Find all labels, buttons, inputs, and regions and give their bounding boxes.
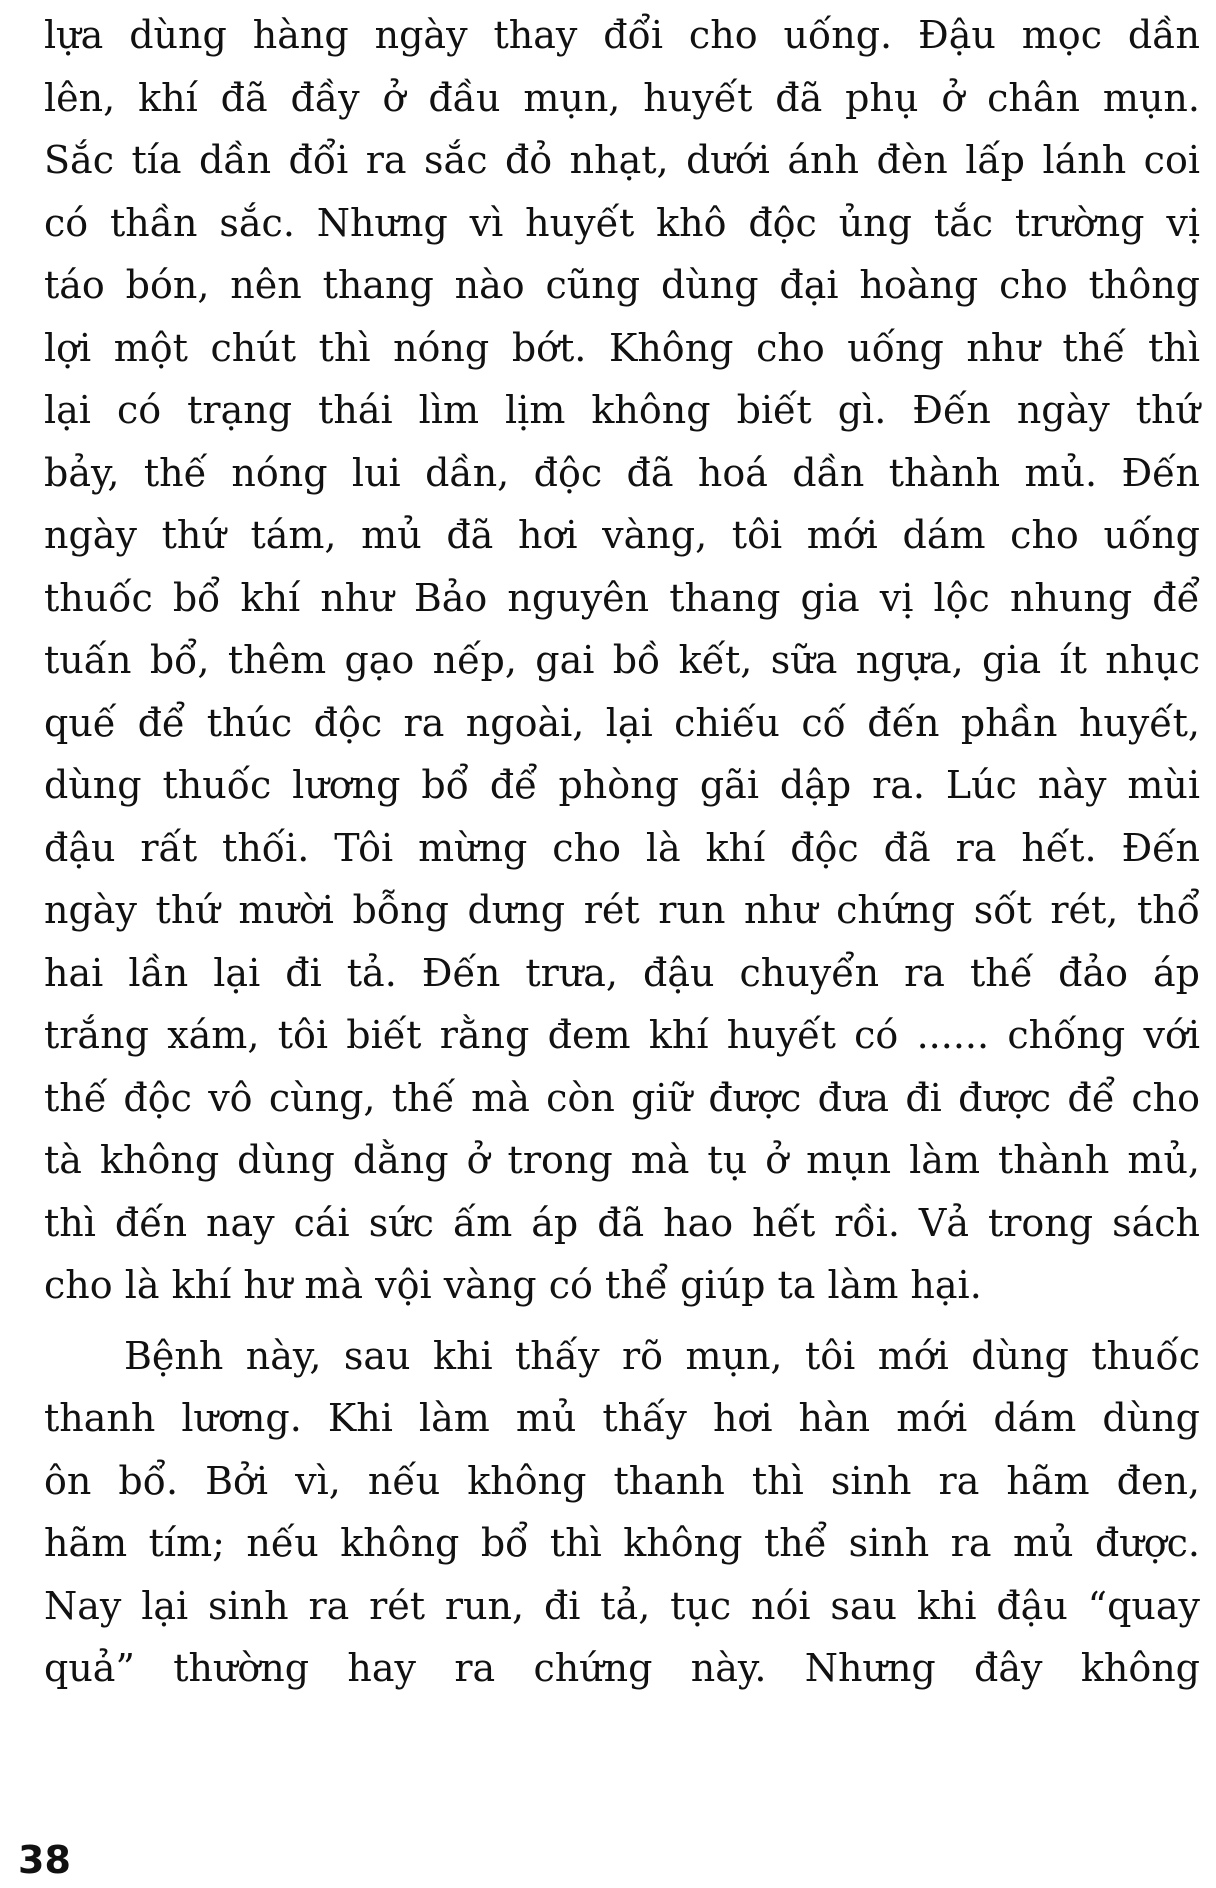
text-line: ngày thứ tám, mủ đã hơi vàng, tôi mới dám cho uống: [44, 513, 1200, 557]
text-line: quả” thường hay ra chứng này. Nhưng đây không: [44, 1646, 1200, 1690]
paragraph-gap: [44, 1317, 1200, 1325]
text-line: thì đến nay cái sức ấm áp đã hao hết rồi. Vả trong sách: [44, 1200, 1200, 1245]
text-line: táo bón, nên thang nào cũng dùng đại hoàng cho thông: [44, 263, 1200, 307]
text-line: có thần sắc. Nhưng vì huyết khô độc ủng tắc trường vị: [44, 200, 1200, 245]
text-line: ôn bổ. Bởi vì, nếu không thanh thì sinh ra hãm đen,: [44, 1458, 1200, 1503]
text-line: hai lần lại đi tả. Đến trưa, đậu chuyển ra thế đảo áp: [44, 950, 1200, 995]
text-line: Sắc tía dần đổi ra sắc đỏ nhạt, dưới ánh đèn lấp lánh coi: [44, 138, 1200, 182]
text-line: bảy, thế nóng lui dần, độc đã hoá dần thành mủ. Đến: [44, 450, 1200, 495]
text-line: trắng xám, tôi biết rằng đem khí huyết có ...... chống với: [44, 1013, 1200, 1057]
text-line: tuấn bổ, thêm gạo nếp, gai bồ kết, sữa ngựa, gia ít nhục: [44, 638, 1200, 682]
text-line: thế độc vô cùng, thế mà còn giữ được đưa đi được để cho: [44, 1075, 1200, 1120]
text-line: cho là khí hư mà vội vàng có thể giúp ta làm hại.: [44, 1263, 982, 1307]
text-line: lên, khí đã đầy ở đầu mụn, huyết đã phụ ở chân mụn.: [44, 75, 1200, 120]
text-line: lựa dùng hàng ngày thay đổi cho uống. Đậu mọc dần: [44, 13, 1200, 57]
text-line: Bệnh này, sau khi thấy rõ mụn, tôi mới dùng thuốc: [124, 1333, 1200, 1378]
text-line: hãm tím; nếu không bổ thì không thể sinh ra mủ được.: [44, 1521, 1200, 1565]
text-line: lợi một chút thì nóng bớt. Không cho uống như thế thì: [44, 325, 1200, 370]
body-text: [44, 4, 1200, 1700]
text-line: lại có trạng thái lìm lịm không biết gì. Đến ngày thứ: [44, 388, 1200, 432]
text-line: đậu rất thối. Tôi mừng cho là khí độc đã ra hết. Đến: [44, 825, 1200, 870]
text-line: Nay lại sinh ra rét run, đi tả, tục nói sau khi đậu “quay: [44, 1583, 1200, 1628]
text-line: ngày thứ mười bỗng dưng rét run như chứng sốt rét, thổ: [44, 888, 1200, 932]
text-line: tà không dùng dằng ở trong mà tụ ở mụn làm thành mủ,: [44, 1138, 1200, 1182]
page-number: 38: [18, 1838, 71, 1882]
text-line: thanh lương. Khi làm mủ thấy hơi hàn mới dám dùng: [44, 1396, 1200, 1440]
text-line: quế để thúc độc ra ngoài, lại chiếu cố đến phần huyết,: [44, 700, 1200, 745]
text-line: dùng thuốc lương bổ để phòng gãi dập ra. Lúc này mùi: [44, 763, 1200, 807]
text-line: thuốc bổ khí như Bảo nguyên thang gia vị lộc nhung để: [44, 575, 1200, 620]
